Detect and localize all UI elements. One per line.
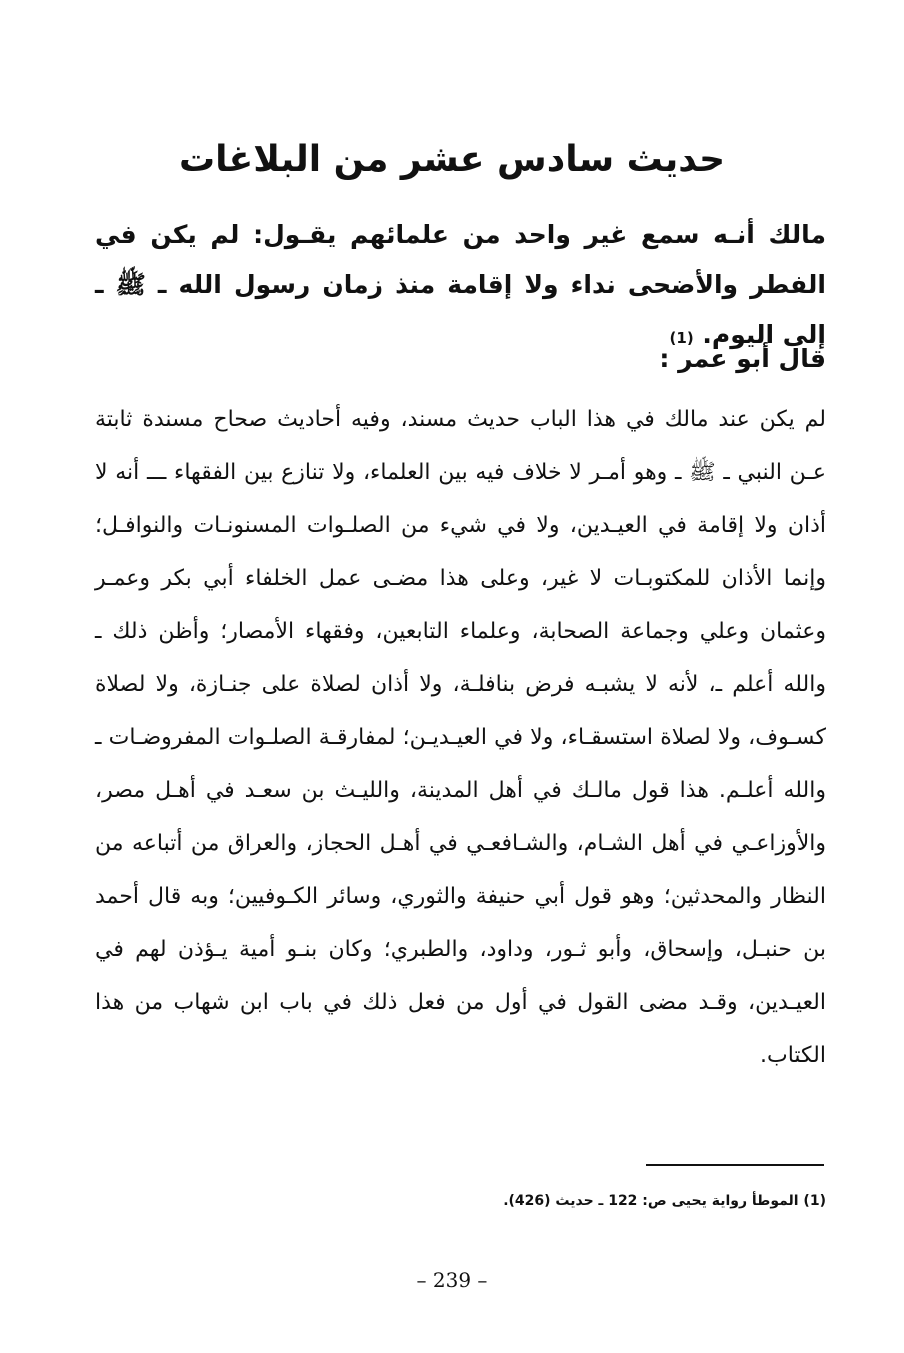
page-number: – 239 – xyxy=(416,1268,488,1292)
body-paragraph: لم يكن عند مالك في هذا الباب حديث مسند، وفيه أحاديث صحاح مسندة ثابتة عـن النبي ـ ﷺ ـ وهو أمـر لا خلاف فيه بين العلماء، ولا تنازع بين الفقهاء ـــ أنه لا أذان ولا إقامة في العيـدين، ولا في شيء من الصلـوات المسنونـات والنوافـل؛ وإنما الأذان للمكتوبـات لا غير، وعلى هذا مضـى عمل الخلفاء أبي بكر وعمـر وعثمان وعلي وجماعة الصحابة، وعلماء التابعين، وفقهاء الأمصار؛ وأظن ذلك ـ والله أعلم ـ، لأنه لا يشبـه فرض بنافلـة، ولا أذان لصلاة على جنـازة، ولا لصلاة كسـوف، ولا لصلاة استسقـاء، ولا في العيـديـن؛ لمفارقـة الصلـوات المفروضـات ـ والله أعلـم. هذا قول مالـك في أهل المدينة، والليـث بن سعـد في أهـل مصر، والأوزاعـي في أهل الشـام، والشـافعـي في أهـل الحجاز، والعراق من أتباعه من النظار والمحدثين؛ وهو قول أبي حنيفة والثوري، وسائر الكـوفيين؛ وبه قال أحمد بن حنبـل، وإسحاق، وأبو ثـور، وداود، والطبري؛ وكان بنـو أمية يـؤذن لهم في العيـدين، وقـد مضى القول في أول من فعل ذلك في باب ابن شهاب من هذا الكتاب. xyxy=(95,407,826,1068)
footnote-reference: (1) xyxy=(669,329,694,347)
section-subheading: قال أبو عمر : xyxy=(659,344,826,373)
lead-text: مالك أنـه سمع غير واحد من علمائهم يقـول: لم يكن في الفطر والأضحى نداء ولا إقامة منذ زمان رسول الله ـ ﷺ ـ إلى اليوم. xyxy=(95,220,826,349)
footnote-separator xyxy=(646,1164,824,1166)
page-title: حديث سادس عشر من البلاغات xyxy=(178,139,726,180)
footnote: (1) الموطأ رواية يحيى ص: 122 ـ حديث (426). xyxy=(503,1193,826,1209)
